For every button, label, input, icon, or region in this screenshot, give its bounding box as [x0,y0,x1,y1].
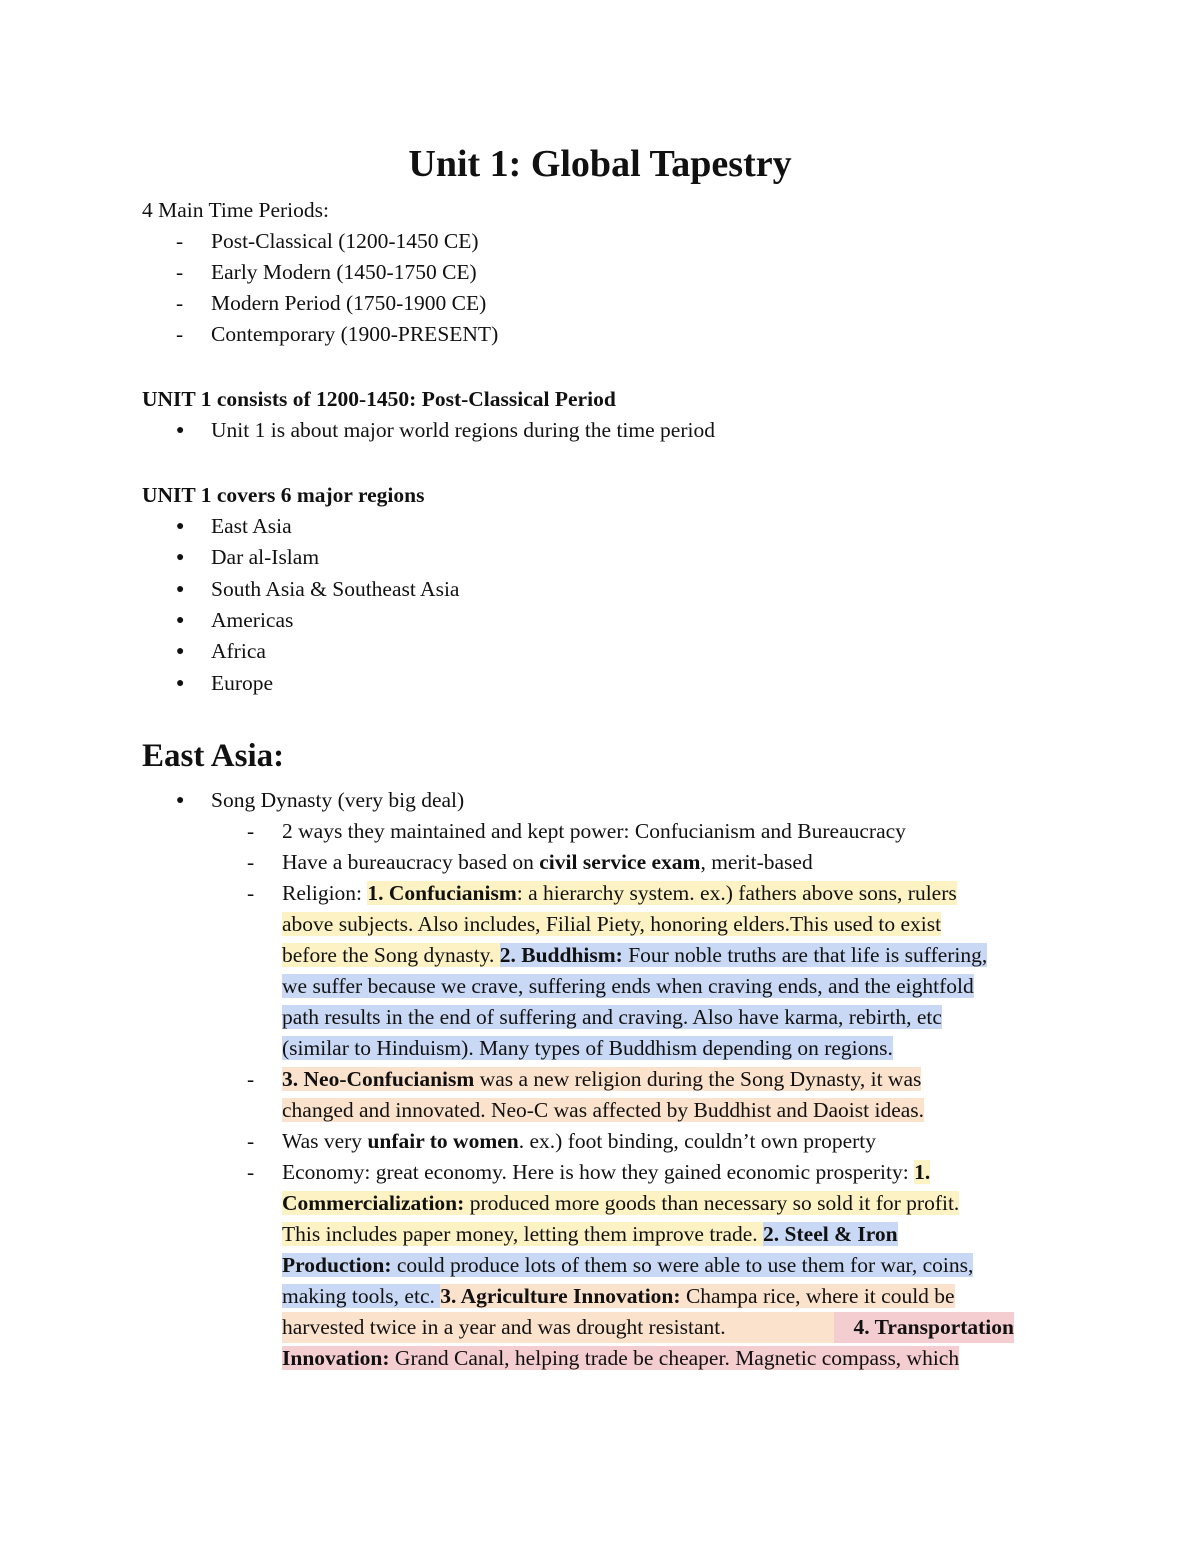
text-run: before the Song dynasty. [282,943,500,967]
economy-line [282,1281,955,1312]
text-run: Was very [282,1129,368,1153]
periods-heading: 4 Main Time Periods: [142,198,329,222]
unit-period-bullet: Unit 1 is about major world regions during the time period [211,418,715,442]
text-run: produced more goods than necessary so sold it for profit. [464,1191,960,1215]
text-run: : a hierarchy system. ex.) fathers above sons, rulers [516,881,957,905]
region-item: South Asia & Southeast Asia [211,577,460,601]
east-asia-heading: East Asia: [142,738,285,774]
neo-confucianism-line [282,1095,924,1126]
dash-marker: - [176,291,184,315]
economy-line [282,1250,973,1281]
text-run: Religion: [282,881,368,905]
bullet-marker: ● [176,550,185,565]
bullet-marker: ● [176,676,185,691]
bullet-marker: ● [176,582,185,597]
text-run: Grand Canal, helping trade be cheaper. Magnetic compass, which [389,1346,960,1370]
period-item: Early Modern (1450-1750 CE) [211,260,477,284]
bullet-marker: ● [176,644,185,659]
dash-marker: - [176,260,184,284]
region-item: Americas [211,608,294,632]
period-item: Contemporary (1900-PRESENT) [211,322,499,346]
economy-line [282,1343,959,1374]
text-run-bold: Innovation: [282,1346,390,1370]
regions-heading: UNIT 1 covers 6 major regions [142,483,425,507]
text-run: , merit-based [700,850,813,874]
region-item: Europe [211,671,274,695]
bureaucracy-line [282,847,813,878]
text-run: harvested twice in a year and was drought resistant. [282,1312,834,1343]
text-run-bold: unfair to women [367,1129,519,1153]
women-line [282,1126,876,1157]
economy-line [282,1157,930,1188]
text-run-bold: 4. Transportation [834,1312,1014,1343]
economy-line [282,1188,959,1219]
region-item: Dar al-Islam [211,545,320,569]
bullet-marker: ● [176,519,185,534]
dash-marker: - [247,1160,255,1184]
text-run: was a new religion during the Song Dynasty, it was [474,1067,922,1091]
dash-marker: - [247,881,255,905]
economy-line [282,1312,1014,1343]
period-item: Post-Classical (1200-1450 CE) [211,229,479,253]
dash-marker: - [176,229,184,253]
bullet-marker: ● [176,613,185,628]
song-dynasty-item: Song Dynasty (very big deal) [211,788,465,812]
text-run: . ex.) foot binding, couldn’t own property [518,1129,877,1153]
dash-marker: - [176,322,184,346]
religion-line [282,1033,893,1064]
bullet-marker: ● [176,793,185,808]
period-item: Modern Period (1750-1900 CE) [211,291,487,315]
religion-line [282,878,957,909]
text-run: Four noble truths are that life is suffering, [622,943,988,967]
text-run: above subjects. Also includes, Filial Piety, honoring elders.This used to exist [282,912,942,936]
text-run: path results in the end of suffering and craving. Also have karma, rebirth, etc [282,1005,942,1029]
religion-line [282,909,941,940]
neo-confucianism-line [282,1064,921,1095]
unit-period-heading: UNIT 1 consists of 1200-1450: Post-Classical Period [142,387,616,411]
religion-line [282,971,974,1002]
text-run-bold: civil service exam [539,850,701,874]
text-run: (similar to Hinduism). Many types of Buddhism depending on regions. [282,1036,893,1060]
dash-marker: - [247,1067,255,1091]
text-run: Economy: great economy. Here is how they gained economic prosperity: [282,1160,915,1184]
text-run: This includes paper money, letting them improve trade. [282,1222,764,1246]
dash-marker: - [247,1129,255,1153]
bullet-marker: ● [176,423,185,438]
text-run: Champa rice, where it could be [680,1284,955,1308]
dash-marker: - [247,850,255,874]
religion-line [282,940,987,971]
text-run-bold: 2. Steel & Iron [763,1222,898,1246]
power-line: 2 ways they maintained and kept power: Confucianism and Bureaucracy [282,819,906,843]
text-run-bold: 3. Agriculture Innovation: [440,1284,681,1308]
dash-marker: - [247,819,255,843]
text-run-bold: 1. Confucianism [367,881,517,905]
text-run: making tools, etc. [282,1284,441,1308]
religion-line [282,1002,942,1033]
text-run: we suffer because we crave, suffering ends when craving ends, and the eightfold [282,974,974,998]
economy-line [282,1219,898,1250]
text-run: could produce lots of them so were able to use them for war, coins, [391,1253,974,1277]
text-run: changed and innovated. Neo-C was affected by Buddhist and Daoist ideas. [282,1098,925,1122]
region-item: Africa [211,639,266,663]
text-run-bold: Commercialization: [282,1191,465,1215]
text-run-bold: 3. Neo-Confucianism [282,1067,475,1091]
text-run-bold: 1. [914,1160,931,1184]
text-run: Have a bureaucracy based on [282,850,540,874]
text-run-bold: Production: [282,1253,392,1277]
text-run-bold: 2. Buddhism: [499,943,623,967]
page-title: Unit 1: Global Tapestry [408,143,792,185]
region-item: East Asia [211,514,292,538]
